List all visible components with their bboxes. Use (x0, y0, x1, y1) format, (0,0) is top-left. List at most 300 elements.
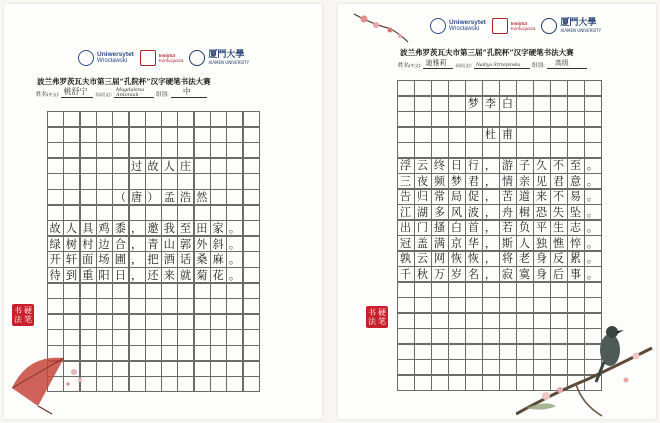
handwritten-character: 圃 (114, 253, 126, 267)
grid-cell (96, 189, 113, 205)
handwritten-character: 酒 (163, 253, 175, 267)
grid-cell (243, 173, 260, 189)
grid-cell (243, 298, 260, 314)
grid-cell (112, 205, 129, 221)
grid-cell (226, 189, 243, 205)
handwritten-character: 风 (450, 205, 463, 219)
handwritten-character: 华 (467, 236, 480, 250)
handwritten-character: 恢 (467, 252, 480, 266)
grid-cell (226, 314, 243, 330)
handwritten-character: 江 (399, 205, 412, 219)
grid-cell (243, 127, 260, 143)
grid-cell (96, 142, 113, 158)
umbrella-decoration-icon (8, 344, 88, 416)
grid-cell (465, 313, 483, 329)
institute-name-line2: Konfucjusza (510, 26, 536, 31)
grid-cell (431, 328, 449, 344)
grid-cell (96, 158, 113, 174)
grid-cell (47, 298, 64, 314)
grid-cell (194, 376, 211, 392)
grid-cell (129, 205, 146, 221)
handwritten-character: 老 (518, 252, 531, 266)
chinese-name-value: 迪雅莉 (425, 59, 447, 67)
grid-cell (96, 127, 113, 143)
grid-cell (194, 205, 211, 221)
grid-cell (47, 127, 64, 143)
confucius-emblem-icon (492, 18, 508, 34)
handwritten-character: 亲 (518, 174, 531, 188)
handwritten-character: 久 (535, 159, 548, 173)
grid-cell (129, 361, 146, 377)
grid-cell (47, 189, 64, 205)
handwritten-character: 失 (552, 205, 565, 219)
grid-cell (243, 376, 260, 392)
handwritten-character: 恢 (450, 252, 463, 266)
grid-cell (80, 283, 97, 299)
handwritten-character: 来 (163, 268, 175, 282)
grid-cell (210, 314, 227, 330)
handwritten-character: 局 (450, 190, 463, 204)
grid-cell (499, 111, 517, 127)
handwritten-character: 浩 (179, 190, 192, 204)
grid-cell (243, 329, 260, 345)
stamp-char: 硬 (378, 308, 386, 317)
grid-cell (80, 127, 97, 143)
grid-cell (431, 96, 449, 112)
grid-cell (194, 361, 211, 377)
grid-cell (177, 345, 194, 361)
grid-cell (448, 282, 466, 298)
handwritten-character: 人 (163, 159, 175, 173)
grid-cell (397, 80, 415, 96)
grid-cell (96, 376, 113, 392)
handwritten-character: ， (131, 237, 143, 251)
grid-cell (533, 80, 551, 96)
stamp-char: 法 (14, 315, 22, 324)
university-name-line2: Wrocławski (97, 58, 128, 64)
grid-cell (465, 297, 483, 313)
grid-cell (161, 127, 178, 143)
grid-cell (177, 314, 194, 330)
handwritten-character: 邀 (147, 221, 159, 235)
grid-cell (448, 111, 466, 127)
grid-cell (96, 283, 113, 299)
grid-cell (63, 158, 80, 174)
handwritten-character: 搔 (433, 221, 446, 235)
handwritten-character: 至 (569, 159, 582, 173)
grid-cell (194, 127, 211, 143)
grid-cell (414, 328, 432, 344)
grid-cell (112, 345, 129, 361)
handwritten-character: 郭 (179, 237, 192, 251)
grid-cell (210, 127, 227, 143)
right-calligraphy-stamp (366, 306, 388, 328)
handwritten-character: 三 (399, 174, 412, 188)
left-logo-row (78, 50, 249, 66)
handwritten-character: 到 (65, 268, 78, 282)
grid-cell (177, 376, 194, 392)
grid-cell (397, 313, 415, 329)
handwritten-character: 轩 (65, 253, 78, 267)
grid-cell (397, 297, 415, 313)
handwritten-character: 就 (179, 268, 192, 282)
grid-cell (516, 111, 534, 127)
grid-cell (533, 127, 551, 143)
chinese-name-label: (中文): (47, 92, 60, 97)
handwritten-character: 来 (535, 190, 548, 204)
grid-cell (96, 345, 113, 361)
handwritten-character: ， (131, 221, 143, 235)
handwritten-character: 把 (147, 253, 159, 267)
grid-cell (482, 80, 500, 96)
handwritten-character: 身 (535, 267, 548, 281)
grid-cell (431, 127, 449, 143)
handwritten-character: 寂 (501, 267, 514, 281)
grid-cell (161, 142, 178, 158)
grid-cell (129, 376, 146, 392)
grid-cell (177, 111, 194, 127)
handwritten-character: 青 (147, 237, 159, 251)
grid-cell (499, 359, 517, 375)
grid-cell (63, 127, 80, 143)
grid-cell (226, 111, 243, 127)
grid-cell (112, 173, 129, 189)
handwritten-character: 京 (450, 236, 463, 250)
left-entry-sheet (4, 4, 322, 419)
grid-cell (177, 298, 194, 314)
grid-cell (210, 376, 227, 392)
native-name-field (114, 89, 154, 98)
grid-cell (243, 111, 260, 127)
handwritten-character: ， (484, 221, 497, 235)
handwritten-character: 夜 (416, 174, 429, 188)
grid-cell (499, 297, 517, 313)
grid-cell (448, 80, 466, 96)
grid-cell (448, 142, 466, 158)
handwritten-character: 岁 (450, 267, 463, 281)
grid-cell (145, 376, 162, 392)
handwritten-character: 平 (535, 221, 548, 235)
handwritten-character: 告 (399, 190, 412, 204)
handwritten-character: 坠 (569, 205, 582, 219)
handwritten-character: 身 (535, 252, 548, 266)
grid-cell (243, 142, 260, 158)
handwritten-character: 山 (163, 237, 175, 251)
handwritten-character: 具 (82, 221, 94, 235)
handwritten-character: 事 (569, 267, 582, 281)
grid-cell (145, 111, 162, 127)
grid-cell (431, 111, 449, 127)
grid-cell (243, 236, 260, 252)
grid-cell (112, 329, 129, 345)
native-name-line2: Antoniak (115, 92, 139, 98)
handwritten-character: 浮 (399, 159, 412, 173)
grid-cell (47, 173, 64, 189)
grid-cell (431, 359, 449, 375)
grid-cell (177, 142, 194, 158)
grid-cell (145, 283, 162, 299)
left-calligraphy-stamp (12, 304, 34, 326)
grid-cell (243, 158, 260, 174)
grid-cell (465, 328, 483, 344)
handwritten-character: 道 (518, 190, 531, 204)
grid-cell (145, 173, 162, 189)
handwritten-character: 满 (433, 236, 446, 250)
handwritten-character: （ (114, 190, 126, 204)
handwritten-character: 故 (49, 221, 61, 235)
handwritten-character: 秋 (416, 267, 429, 281)
grid-cell (243, 283, 260, 299)
handwritten-character: 见 (535, 174, 548, 188)
university-seal-icon (430, 18, 446, 34)
xiamen-university-english: XIAMEN UNIVERSITY (208, 60, 250, 65)
grid-cell (465, 111, 483, 127)
grid-cell (63, 111, 80, 127)
grid-cell (243, 361, 260, 377)
grid-cell (161, 173, 178, 189)
grid-cell (243, 220, 260, 236)
xiamen-university-logo (189, 50, 249, 66)
grid-cell (112, 142, 129, 158)
grid-cell (414, 96, 432, 112)
grid-cell (112, 298, 129, 314)
grid-cell (177, 205, 194, 221)
handwritten-character: 。 (586, 190, 599, 204)
handwritten-character: ， (131, 253, 143, 267)
name-label: 姓名 (36, 92, 48, 98)
grid-cell (414, 344, 432, 360)
handwritten-character: 待 (49, 268, 61, 282)
grid-cell (448, 127, 466, 143)
handwritten-character: 。 (586, 221, 599, 235)
confucius-institute-logo (492, 18, 536, 34)
grid-cell (194, 173, 211, 189)
grid-cell (194, 111, 211, 127)
grid-cell (112, 158, 129, 174)
grid-cell (431, 282, 449, 298)
grid-cell (499, 344, 517, 360)
handwritten-character: 波 (467, 205, 480, 219)
handwritten-character: 君 (552, 174, 565, 188)
handwritten-character: 不 (552, 190, 565, 204)
handwritten-character: 阳 (98, 268, 110, 282)
grid-cell (499, 328, 517, 344)
group-value: 高级 (554, 59, 569, 67)
grid-cell (129, 142, 146, 158)
handwritten-character: 。 (586, 252, 599, 266)
grid-cell (465, 359, 483, 375)
handwritten-character: 万 (433, 267, 446, 281)
institute-name-line1: Instytut (158, 53, 176, 58)
handwritten-character: 恐 (535, 205, 548, 219)
grid-cell (414, 80, 432, 96)
grid-cell (431, 313, 449, 329)
stamp-char: 书 (368, 308, 376, 317)
grid-cell (80, 111, 97, 127)
grid-cell (210, 361, 227, 377)
grid-cell (145, 361, 162, 377)
handwritten-character: 冠 (399, 236, 412, 250)
grid-cell (194, 329, 211, 345)
grid-cell (243, 189, 260, 205)
native-name-field (474, 60, 530, 69)
grid-cell (482, 359, 500, 375)
university-name-line1: Uniwersytet (97, 51, 134, 58)
grid-cell (96, 361, 113, 377)
handwritten-character: 门 (416, 221, 429, 235)
handwritten-character: 湖 (416, 205, 429, 219)
handwritten-character: 。 (586, 205, 599, 219)
handwritten-character: 悴 (569, 236, 582, 250)
grid-cell (161, 329, 178, 345)
grid-cell (431, 297, 449, 313)
grid-cell (96, 111, 113, 127)
handwritten-character: ， (484, 190, 497, 204)
handwritten-character: 村 (82, 237, 94, 251)
handwritten-character: 云 (416, 252, 429, 266)
grid-cell (177, 361, 194, 377)
grid-cell (226, 329, 243, 345)
handwritten-character: 合 (114, 237, 126, 251)
handwritten-character: 我 (163, 221, 175, 235)
handwritten-character: 。 (228, 221, 241, 235)
grid-cell (431, 80, 449, 96)
grid-cell (243, 314, 260, 330)
grid-cell (397, 282, 415, 298)
grid-cell (210, 173, 227, 189)
handwritten-character: 至 (179, 221, 192, 235)
grid-cell (145, 298, 162, 314)
handwritten-character: 首 (467, 221, 480, 235)
right-entry-sheet (338, 4, 656, 419)
native-name-label: (母语文): (95, 92, 112, 97)
grid-cell (482, 282, 500, 298)
handwritten-character: 斯 (501, 236, 514, 250)
grid-cell (516, 80, 534, 96)
grid-cell (448, 328, 466, 344)
handwritten-character: 子 (518, 159, 531, 173)
grid-cell (226, 345, 243, 361)
grid-cell (465, 344, 483, 360)
grid-cell (243, 267, 260, 283)
stamp-char: 书 (14, 306, 22, 315)
grid-cell (112, 111, 129, 127)
grid-cell (210, 111, 227, 127)
grid-cell (210, 205, 227, 221)
grid-cell (129, 298, 146, 314)
handwritten-character: 盖 (416, 236, 429, 250)
handwritten-character: 若 (501, 221, 514, 235)
grid-cell (397, 127, 415, 143)
handwritten-character: 。 (228, 268, 241, 282)
grid-cell (226, 361, 243, 377)
handwritten-character: 面 (82, 253, 94, 267)
grid-cell (80, 314, 97, 330)
handwritten-character: 。 (228, 237, 241, 251)
grid-cell (584, 96, 602, 112)
grid-cell (414, 375, 432, 391)
grid-cell (516, 127, 534, 143)
grid-cell (226, 205, 243, 221)
grid-cell (177, 283, 194, 299)
grid-cell (414, 282, 432, 298)
handwritten-character: 白 (450, 221, 463, 235)
grid-cell (397, 359, 415, 375)
grid-cell (210, 329, 227, 345)
confucius-emblem-icon (140, 50, 156, 66)
grid-cell (226, 298, 243, 314)
group-label: 组别: (531, 63, 545, 69)
grid-cell (397, 328, 415, 344)
handwritten-character: 网 (433, 252, 446, 266)
stamp-char: 笔 (378, 317, 386, 326)
grid-cell (145, 127, 162, 143)
grid-cell (129, 111, 146, 127)
grid-cell (194, 142, 211, 158)
grid-cell (177, 329, 194, 345)
grid-cell (567, 96, 585, 112)
handwritten-character: 君 (467, 174, 480, 188)
handwritten-character: 杜 (484, 128, 497, 142)
grid-cell (414, 297, 432, 313)
grid-cell (80, 205, 97, 221)
grid-cell (47, 142, 64, 158)
confucius-institute-logo (140, 50, 184, 66)
grid-cell (129, 314, 146, 330)
chinese-name-value: 桃舒宁 (63, 87, 88, 96)
grid-cell (448, 297, 466, 313)
institute-name-line2: Konfucjusza (158, 58, 184, 63)
grid-cell (243, 251, 260, 267)
grid-cell (161, 376, 178, 392)
grid-cell (567, 80, 585, 96)
grid-cell (499, 282, 517, 298)
grid-cell (161, 298, 178, 314)
university-wroclaw-logo (78, 50, 134, 66)
grid-cell (129, 283, 146, 299)
handwritten-character: 梦 (467, 97, 480, 111)
grid-cell (129, 173, 146, 189)
handwritten-character: 舟 (501, 205, 514, 219)
grid-cell (63, 173, 80, 189)
handwritten-character: 苦 (501, 190, 514, 204)
handwritten-character: 独 (535, 236, 548, 250)
grid-cell (129, 345, 146, 361)
grid-cell (516, 142, 534, 158)
handwritten-character: 开 (49, 253, 61, 267)
grid-cell (550, 111, 568, 127)
participant-info-row (36, 89, 209, 98)
grid-cell (47, 158, 64, 174)
handwritten-character: 庄 (179, 159, 192, 173)
handwritten-character: 负 (518, 221, 531, 235)
xiamen-university-name: 厦門大學 (208, 50, 245, 60)
grid-cell (161, 314, 178, 330)
grid-cell (567, 142, 585, 158)
grid-cell (448, 359, 466, 375)
grid-cell (414, 313, 432, 329)
grid-cell (243, 205, 260, 221)
handwritten-character: 易 (569, 190, 582, 204)
grid-cell (414, 359, 432, 375)
grid-cell (145, 205, 162, 221)
xiamen-university-name: 厦門大學 (560, 18, 597, 28)
grid-cell (161, 361, 178, 377)
contest-title: 波兰弗罗茨瓦夫市第三届“孔院杯”汉字硬笔书法大赛 (37, 77, 211, 86)
grid-cell (397, 111, 415, 127)
handwritten-character: 然 (196, 190, 208, 204)
grid-cell (431, 375, 449, 391)
